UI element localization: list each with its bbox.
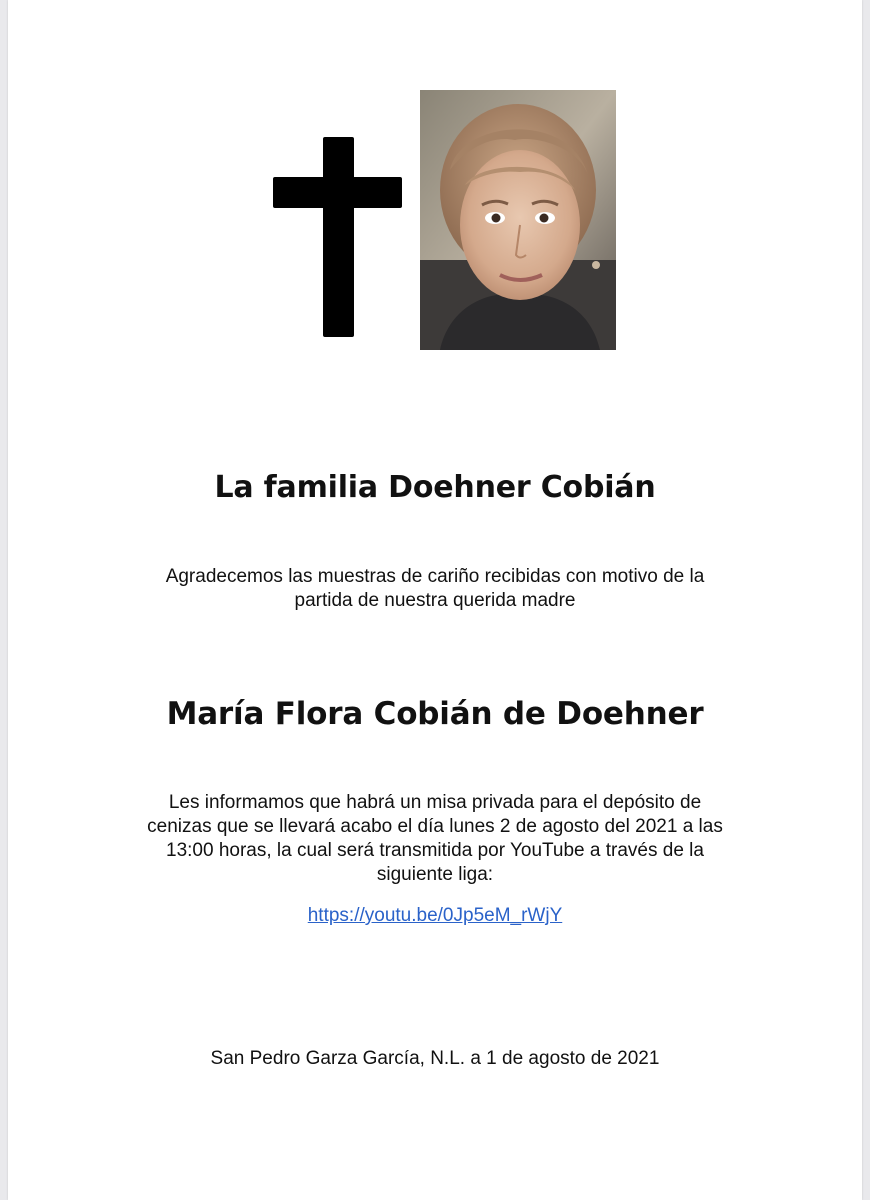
info-line: Les informamos que habrá un misa privada para el depósito de (168, 792, 702, 813)
cross-icon (273, 137, 402, 337)
place-date: San Pedro Garza García, N.L. a 1 de agosto de 2021 (210, 1048, 660, 1069)
deceased-name: María Flora Cobián de Doehner (166, 696, 704, 732)
info-line: 13:00 horas, la cual será transmitida por YouTube a través de la (166, 840, 704, 861)
family-title: La familia Doehner Cobián (214, 470, 656, 505)
thanks-message (8, 565, 862, 613)
thanks-line: partida de nuestra querida madre (294, 590, 576, 611)
cross-horizontal-bar (273, 177, 402, 208)
portrait-photo (420, 90, 616, 350)
obituary-page (8, 0, 862, 1200)
service-info (8, 791, 862, 887)
youtube-link[interactable]: https://youtu.be/0Jp5eM_rWjY (307, 905, 563, 926)
cross-vertical-bar (323, 137, 354, 337)
info-line: cenizas que se llevará acabo el día lunes 2 de agosto del 2021 a las (147, 816, 723, 837)
thanks-line: Agradecemos las muestras de cariño recibidas con motivo de la (165, 566, 705, 587)
youtube-link-container (8, 904, 862, 928)
info-line: siguiente liga: (376, 864, 494, 885)
